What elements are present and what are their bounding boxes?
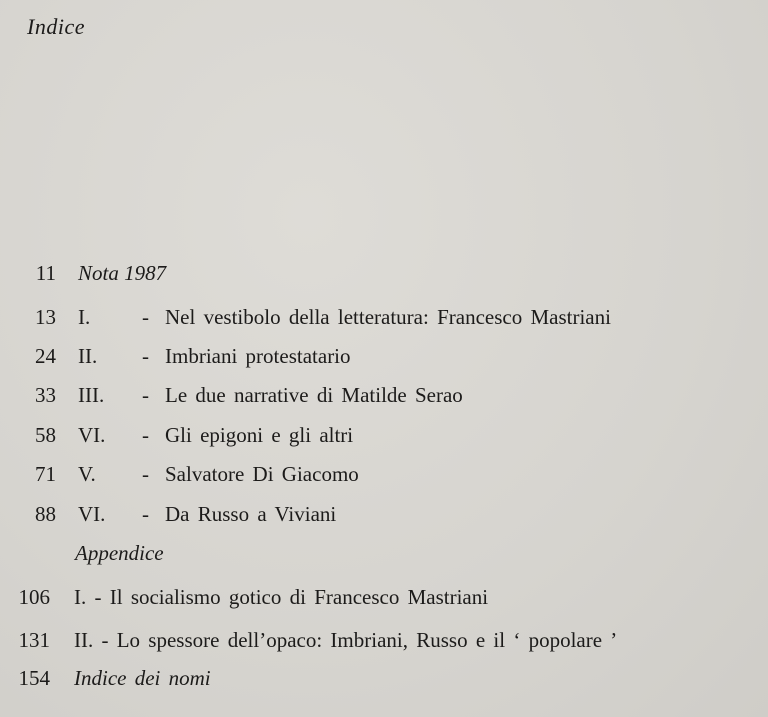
page-number: 24 [35,344,56,368]
toc-entry-chapter-5 [0,459,768,489]
page-number: 131 [18,628,50,652]
page-title: Indice [27,14,85,39]
toc-entry-chapter-2 [0,341,768,371]
chapter-numeral: III. [78,383,105,407]
toc-entry-chapter-6 [0,499,768,529]
chapter-numeral: VI. [78,423,106,447]
entry-title: II. - Lo spessore dell’opaco: Imbriani, Russo e il ‘ popolare ’ [74,628,618,652]
toc-entry-chapter-3 [0,380,768,410]
page-number: 154 [18,666,50,690]
entry-title: Da Russo a Viviani [165,502,337,526]
entry-title: Nota 1987 [78,261,167,285]
entry-title: Gli epigoni e gli altri [165,423,354,447]
entry-dash: - [142,423,149,447]
chapter-numeral: VI. [78,502,106,526]
toc-entry-index [0,663,768,693]
page-number: 13 [35,305,56,329]
entry-title: Imbriani protestatario [165,344,351,368]
entry-title: Salvatore Di Giacomo [165,462,359,486]
entry-dash: - [142,462,149,486]
entry-dash: - [142,344,149,368]
chapter-numeral: I. [78,305,91,329]
entry-title: Indice dei nomi [74,666,211,690]
toc-entry-nota [0,258,768,288]
page-number: 71 [35,462,56,486]
entry-dash: - [142,305,149,329]
toc-entry-appendix-1 [0,582,768,612]
page-number: 106 [18,585,50,609]
page-number: 11 [35,261,56,285]
toc-entry-appendix-2 [0,625,768,655]
toc-entry-chapter-1 [0,302,768,332]
chapter-numeral: II. [78,344,98,368]
page-number: 58 [35,423,56,447]
appendix-heading [0,538,768,568]
entry-dash: - [142,383,149,407]
entry-dash: - [142,502,149,526]
entry-title: Le due narrative di Matilde Serao [165,383,463,407]
page-number: 33 [35,383,56,407]
chapter-numeral: V. [78,462,96,486]
page-number: 88 [35,502,56,526]
entry-title: Nel vestibolo della letteratura: Francesco Mastriani [165,305,611,329]
toc-entry-chapter-4 [0,420,768,450]
appendix-heading-text: Appendice [75,541,164,565]
entry-title: I. - Il socialismo gotico di Francesco Mastriani [74,585,489,609]
